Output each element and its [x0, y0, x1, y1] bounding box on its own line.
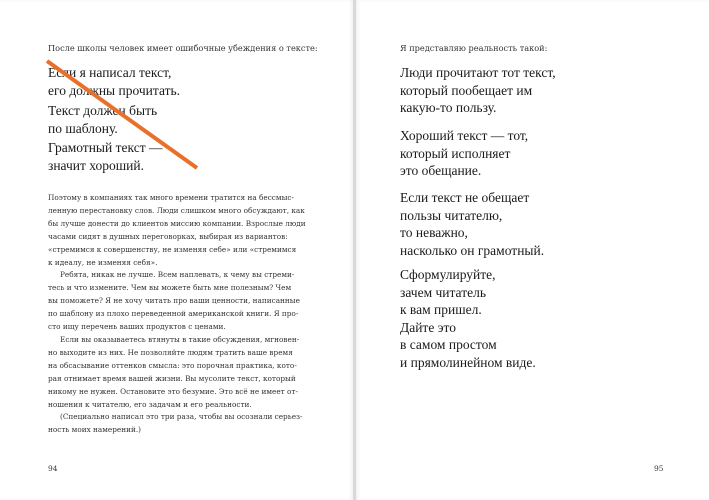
body-line: на обсасывание оттенков смысла: это порочная практика, кото- — [48, 360, 297, 370]
right-caption: Я представляю реальность такой: — [400, 43, 548, 53]
body-line: рая отнимает время вашей жизни. Вы мусолите текст, который — [48, 373, 296, 383]
body-line: сто ищу перечень ваших продуктов с ценами. — [48, 322, 226, 332]
statement-1-line-2: который пообещает им — [400, 82, 533, 98]
statement-2-line-2: который исполняет — [400, 145, 511, 161]
page-number-right: 95 — [654, 464, 664, 473]
statement-3-line-3: то неважно, — [400, 225, 468, 240]
left-page — [0, 0, 353, 500]
statement-4-line-2: зачем читатель — [400, 284, 486, 300]
statement-3 — [400, 189, 544, 259]
statement-4-line-6: и прямолинейном виде. — [400, 354, 536, 370]
body-line: Ребята, никак не лучше. Всем наплевать, к чему вы стреми- — [60, 270, 295, 280]
body-line: Поэтому в компаниях так много времени тратится на бессмыс- — [48, 193, 294, 202]
right-page — [356, 0, 709, 500]
belief-3-line-1: Грамотный текст — — [48, 140, 163, 155]
statement-2-line-3: это обещание. — [400, 163, 482, 178]
body-line: но выходите из них. Не позволяйте людям тратить ваше время — [48, 347, 293, 357]
body-line: вы поможете? Я не хочу читать про ваши ценности, написанные — [48, 296, 300, 306]
statement-4-line-5: в самом простом — [400, 337, 497, 352]
belief-1-line-1: Если я написал текст, — [48, 65, 172, 80]
belief-2-line-2: по шаблону. — [48, 120, 118, 136]
statement-2-line-1: Хороший текст — тот, — [400, 128, 529, 143]
statement-3-line-1: Если текст не обещает — [400, 190, 530, 205]
statement-4-line-4: Дайте это — [400, 319, 456, 335]
statement-4 — [400, 266, 536, 371]
statement-4-line-1: Сформулируйте, — [400, 267, 496, 282]
body-line: ношения к читателю, его задачам и его реальности. — [48, 399, 252, 409]
belief-1-line-2: его должны прочитать. — [48, 82, 181, 98]
page-number-left: 94 — [48, 464, 58, 473]
left-body-text — [48, 192, 306, 437]
body-line: по шаблону из плохо переведенной американской книги. Я про- — [48, 309, 299, 319]
body-line: ленную перестановку слов. Люди слишком много обсуждают, как — [48, 205, 305, 215]
body-line: часами сидят в душных переговорках, выбирая из вариантов: — [48, 231, 288, 241]
body-line: бы лучше донести до клиентов миссию компании. Взрослые люди — [48, 218, 306, 228]
body-line: никому не нужен. Остановите это безумие. Это всё не имеет от- — [48, 386, 298, 396]
statement-1-line-3: какую-то пользу. — [400, 100, 497, 115]
statement-2 — [400, 127, 528, 180]
strike-line — [47, 61, 197, 168]
statement-1-line-1: Люди прочитают тот текст, — [400, 65, 556, 80]
body-line: (Специально написал это три раза, чтобы вы осознали серьез- — [60, 412, 303, 422]
body-line: к идеалу, не изменяя себя». — [48, 257, 158, 267]
body-line: «стремимся к совершенству, не изменяя себе» или «стремимся — [48, 244, 297, 254]
statement-1 — [400, 64, 556, 117]
belief-3-line-2: значит хороший. — [48, 157, 145, 173]
statement-3-line-4: насколько он грамотный. — [400, 242, 545, 258]
body-line: тесь и что измените. Чем вы можете быть мне полезным? Чем — [48, 283, 292, 293]
left-caption: После школы человек имеет ошибочные убеждения о тексте: — [48, 43, 318, 53]
body-line: Если вы оказываетесь втянуты в такие обсуждения, мгновен- — [60, 334, 300, 344]
body-line: ность моих намерений.) — [48, 425, 141, 435]
statement-4-line-3: к вам пришел. — [400, 302, 482, 317]
statement-3-line-2: пользы читателю, — [400, 207, 503, 223]
belief-2-line-1: Текст должен быть — [48, 103, 158, 118]
